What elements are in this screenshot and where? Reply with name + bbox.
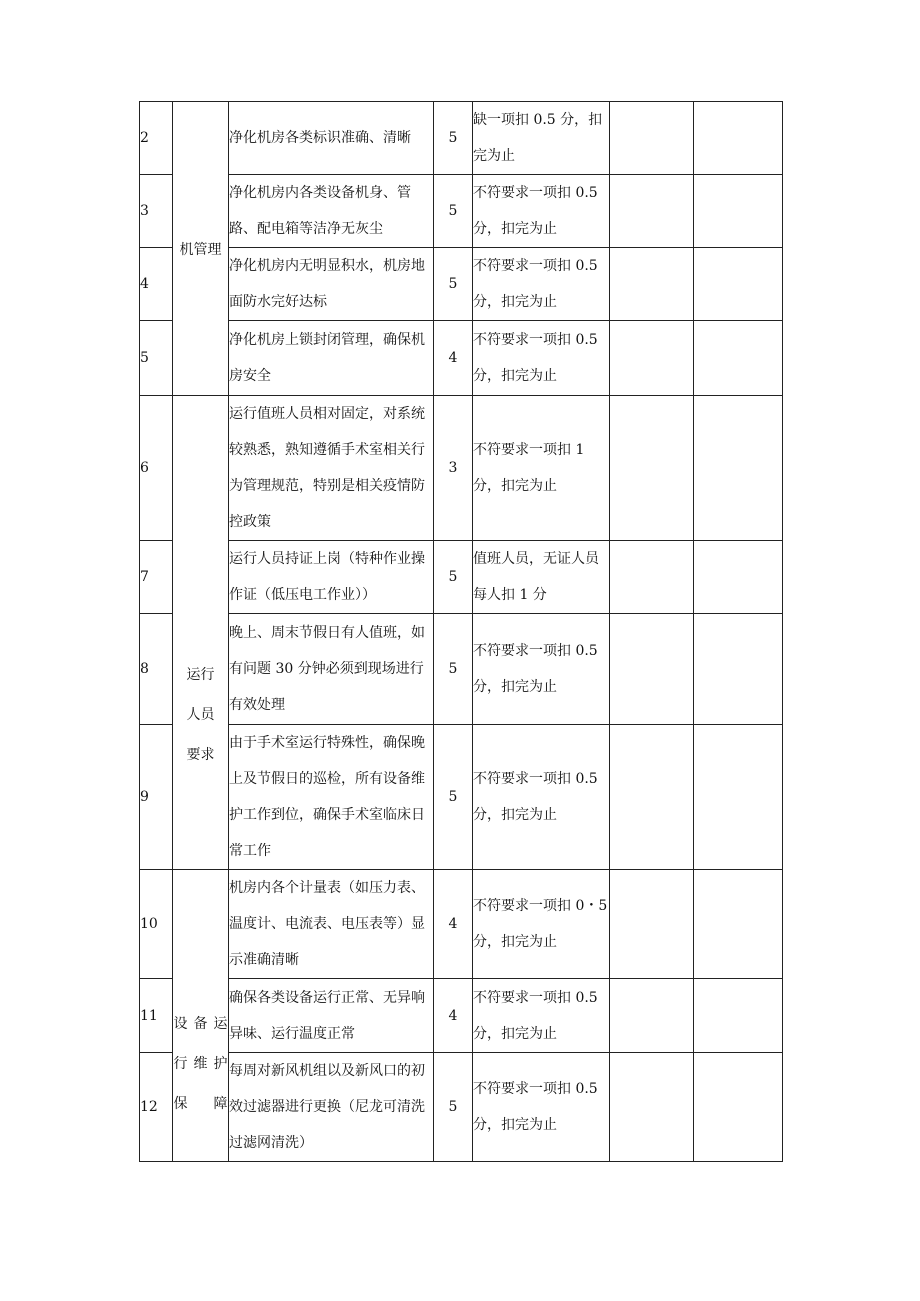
deduction-rule-cell: 不符要求一项扣 0.5 分，扣完为止 [473, 979, 610, 1053]
requirement-cell: 运行值班人员相对固定，对系统较熟悉，熟知遵循手术室相关行为管理规范，特别是相关疫情防控政策 [229, 396, 434, 541]
deduction-rule-cell: 不符要求一项扣 0.5 分，扣完为止 [473, 1053, 610, 1162]
deduction-rule-cell: 值班人员，无证人员每人扣 1 分 [473, 541, 610, 614]
table-row [140, 396, 783, 541]
score-cell: 5 [434, 1053, 473, 1162]
deduction-rule-cell: 不符要求一项扣 0.5 分，扣完为止 [473, 175, 610, 248]
score-cell: 3 [434, 396, 473, 541]
score-cell: 5 [434, 175, 473, 248]
table-row [140, 541, 783, 614]
row-number: 3 [140, 175, 173, 248]
category-label: 运行人员要求 [186, 666, 215, 763]
requirement-cell: 净化机房内无明显积水，机房地面防水完好达标 [229, 248, 434, 321]
blank-cell [610, 102, 694, 175]
requirement-cell: 确保各类设备运行正常、无异响异味、运行温度正常 [229, 979, 434, 1053]
category-cell [173, 396, 229, 870]
table-row [140, 1053, 783, 1162]
requirement-cell: 每周对新风机组以及新风口的初效过滤器进行更换（尼龙可清洗过滤网清洗） [229, 1053, 434, 1162]
blank-cell [610, 321, 694, 396]
blank-cell [694, 870, 783, 979]
blank-cell [610, 248, 694, 321]
deduction-rule-cell: 不符要求一项扣 1 分，扣完为止 [473, 396, 610, 541]
blank-cell [610, 1053, 694, 1162]
score-cell: 5 [434, 725, 473, 870]
blank-cell [694, 979, 783, 1053]
requirement-cell: 运行人员持证上岗（特种作业操作证（低压电工作业）） [229, 541, 434, 614]
blank-cell [610, 614, 694, 725]
category-label: 机管理 [179, 241, 222, 258]
score-cell: 5 [434, 248, 473, 321]
deduction-rule-cell: 不符要求一项扣 0.5 分，扣完为止 [473, 248, 610, 321]
blank-cell [694, 614, 783, 725]
blank-cell [694, 102, 783, 175]
row-number: 10 [140, 870, 173, 979]
deduction-rule-cell: 不符要求一项扣 0・5 分，扣完为止 [473, 870, 610, 979]
table-row [140, 248, 783, 321]
row-number: 4 [140, 248, 173, 321]
category-cell [173, 102, 229, 396]
scoring-table [139, 101, 783, 1162]
requirement-cell: 机房内各个计量表（如压力表、温度计、电流表、电压表等）显示准确清晰 [229, 870, 434, 979]
requirement-cell: 净化机房内各类设备机身、管路、配电箱等洁净无灰尘 [229, 175, 434, 248]
row-number: 8 [140, 614, 173, 725]
category-cell [173, 870, 229, 1162]
table-row [140, 979, 783, 1053]
score-cell: 4 [434, 979, 473, 1053]
blank-cell [694, 321, 783, 396]
blank-cell [694, 175, 783, 248]
row-number: 6 [140, 396, 173, 541]
score-cell: 5 [434, 614, 473, 725]
table-row [140, 725, 783, 870]
requirement-cell: 净化机房各类标识准确、清晰 [229, 102, 434, 175]
table-row [140, 175, 783, 248]
table-row [140, 321, 783, 396]
blank-cell [694, 396, 783, 541]
row-number: 11 [140, 979, 173, 1053]
category-label: 设备运行维护保障 [173, 1016, 228, 1112]
score-cell: 4 [434, 870, 473, 979]
row-number: 12 [140, 1053, 173, 1162]
blank-cell [694, 541, 783, 614]
blank-cell [610, 175, 694, 248]
row-number: 2 [140, 102, 173, 175]
deduction-rule-cell: 不符要求一项扣 0.5 分，扣完为止 [473, 725, 610, 870]
table-row [140, 870, 783, 979]
blank-cell [694, 725, 783, 870]
blank-cell [610, 725, 694, 870]
deduction-rule-cell: 不符要求一项扣 0.5 分，扣完为止 [473, 614, 610, 725]
blank-cell [694, 1053, 783, 1162]
table-row [140, 614, 783, 725]
deduction-rule-cell: 缺一项扣 0.5 分，扣完为止 [473, 102, 610, 175]
blank-cell [610, 396, 694, 541]
blank-cell [610, 870, 694, 979]
score-cell: 5 [434, 541, 473, 614]
row-number: 5 [140, 321, 173, 396]
score-cell: 5 [434, 102, 473, 175]
blank-cell [610, 979, 694, 1053]
deduction-rule-cell: 不符要求一项扣 0.5 分，扣完为止 [473, 321, 610, 396]
requirement-cell: 晚上、周末节假日有人值班，如有问题 30 分钟必须到现场进行有效处理 [229, 614, 434, 725]
blank-cell [610, 541, 694, 614]
requirement-cell: 净化机房上锁封闭管理，确保机房安全 [229, 321, 434, 396]
score-cell: 4 [434, 321, 473, 396]
blank-cell [694, 248, 783, 321]
row-number: 7 [140, 541, 173, 614]
requirement-cell: 由于手术室运行特殊性，确保晚上及节假日的巡检，所有设备维护工作到位，确保手术室临床日常工作 [229, 725, 434, 870]
row-number: 9 [140, 725, 173, 870]
table-row [140, 102, 783, 175]
